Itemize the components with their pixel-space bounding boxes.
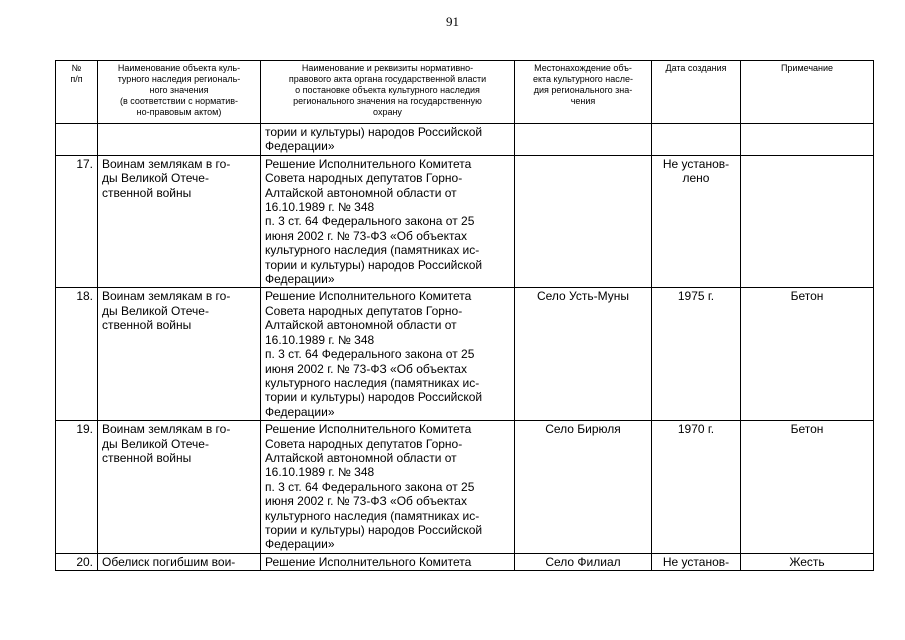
table-row — [56, 421, 874, 554]
page-number: 91 — [446, 14, 459, 29]
row-number: 20. — [56, 553, 98, 570]
row-creation-date: Не установ- лено — [652, 155, 741, 288]
row-location: Село Усть-Муны — [515, 288, 652, 421]
row-number: 18. — [56, 288, 98, 421]
row-object-name: Обелиск погибшим вои- — [98, 553, 261, 570]
row-location — [515, 124, 652, 156]
row-location: Село Филиал — [515, 553, 652, 570]
row-legal-act: тории и культуры) народов Российской Федерации» — [261, 124, 515, 156]
row-legal-act: Решение Исполнительного Комитета Совета народных депутатов Горно- Алтайской автономной области от 16.10.1989 г. № 348 п. 3 ст. 64 Федерального закона от 25 июня 2002 г. № 73-ФЗ «Об объектах культурного наследия (памятниках ис- тории и культуры) народов Российской Федерации» — [261, 155, 515, 288]
table-header-row — [56, 61, 874, 124]
row-creation-date: Не установ- — [652, 553, 741, 570]
row-location — [515, 155, 652, 288]
row-note: Бетон — [741, 421, 874, 554]
header-location: Местонахождение объ- екта культурного насле- дия регионального зна- чения — [515, 61, 652, 124]
header-legal-act: Наименование и реквизиты нормативно- правового акта органа государственной власти о постановке объекта культурного наследия регионального значения на государственную охрану — [261, 61, 515, 124]
header-creation-date: Дата создания — [652, 61, 741, 124]
heritage-registry-table — [55, 60, 874, 571]
row-object-name: Воинам землякам в го- ды Великой Отече- ственной войны — [98, 155, 261, 288]
row-object-name: Воинам землякам в го- ды Великой Отече- ственной войны — [98, 288, 261, 421]
table-row — [56, 155, 874, 288]
row-legal-act: Решение Исполнительного Комитета — [261, 553, 515, 570]
row-number: 19. — [56, 421, 98, 554]
header-number: № п/п — [56, 61, 98, 124]
row-creation-date: 1970 г. — [652, 421, 741, 554]
row-legal-act: Решение Исполнительного Комитета Совета народных депутатов Горно- Алтайской автономной области от 16.10.1989 г. № 348 п. 3 ст. 64 Федерального закона от 25 июня 2002 г. № 73-ФЗ «Об объектах культурного наследия (памятниках ис- тории и культуры) народов Российской Федерации» — [261, 288, 515, 421]
row-note — [741, 124, 874, 156]
row-creation-date: 1975 г. — [652, 288, 741, 421]
row-creation-date — [652, 124, 741, 156]
table-row — [56, 288, 874, 421]
row-number: 17. — [56, 155, 98, 288]
row-location: Село Бирюля — [515, 421, 652, 554]
table-row — [56, 124, 874, 156]
header-note: Примечание — [741, 61, 874, 124]
row-note — [741, 155, 874, 288]
row-object-name — [98, 124, 261, 156]
header-object-name: Наименование объекта куль- турного наследия региональ- ного значения (в соответствии с норматив- но-правовым актом) — [98, 61, 261, 124]
table-row — [56, 553, 874, 570]
row-note: Бетон — [741, 288, 874, 421]
row-number — [56, 124, 98, 156]
row-legal-act: Решение Исполнительного Комитета Совета народных депутатов Горно- Алтайской автономной области от 16.10.1989 г. № 348 п. 3 ст. 64 Федерального закона от 25 июня 2002 г. № 73-ФЗ «Об объектах культурного наследия (памятниках ис- тории и культуры) народов Российской Федерации» — [261, 421, 515, 554]
row-object-name: Воинам землякам в го- ды Великой Отече- ственной войны — [98, 421, 261, 554]
row-note: Жесть — [741, 553, 874, 570]
